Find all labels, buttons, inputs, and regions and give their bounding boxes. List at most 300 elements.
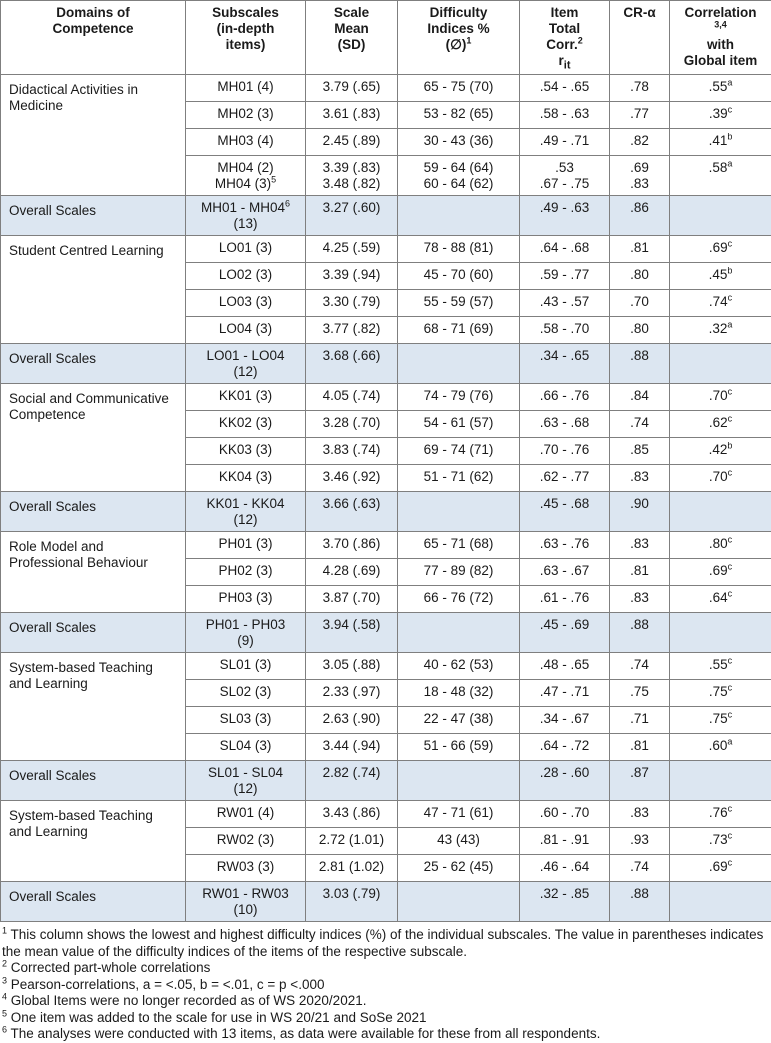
item-total-cell (520, 129, 610, 156)
correlation-cell-sup: c (728, 535, 733, 545)
subscale-cell (186, 465, 306, 492)
overall-subscale-cell (186, 761, 306, 801)
cr-cell (610, 680, 670, 707)
overall-subscale-count: (12) (233, 781, 257, 796)
correlation-cell-sup: c (728, 562, 733, 572)
difficulty-cell (398, 384, 520, 411)
overall-subscale-text: RW01 - RW03 (202, 886, 289, 901)
overall-subscale-text: PH01 - PH03 (206, 617, 286, 632)
mean-cell-text: 3.46 (.92) (323, 469, 381, 484)
overall-cr-cell (610, 882, 670, 922)
mean-cell-text: 3.70 (.86) (323, 536, 381, 551)
subscale-cell (186, 102, 306, 129)
footnote-mark: 2 (2, 959, 7, 969)
overall-cr-cell (610, 613, 670, 653)
item-total-cell (520, 828, 610, 855)
cr-cell (610, 75, 670, 102)
mean-cell-text: 2.72 (1.01) (319, 832, 384, 847)
correlation-cell-text: .45 (709, 267, 728, 282)
correlation-cell-text: .70 (709, 469, 728, 484)
difficulty-cell (398, 653, 520, 680)
cr-cell (610, 653, 670, 680)
overall-label: Overall Scales (1, 492, 186, 532)
overall-mean-cell (306, 344, 398, 384)
overall-mean-cell (306, 613, 398, 653)
mean-cell-text: 3.30 (.79) (323, 294, 381, 309)
mean-cell (306, 263, 398, 290)
subscale-cell (186, 734, 306, 761)
header-domain: Domains of Competence (1, 1, 186, 75)
mean-cell-text: 2.81 (1.02) (319, 859, 384, 874)
subscale-cell-text: PH03 (3) (218, 590, 272, 605)
cr-cell-text: .71 (630, 711, 649, 726)
item-total-cell (520, 438, 610, 465)
overall-label: Overall Scales (1, 761, 186, 801)
overall-row (1, 882, 771, 922)
overall-correlation-cell (670, 761, 771, 801)
correlation-cell (670, 438, 771, 465)
mean-cell-text: 3.39 (.94) (323, 267, 381, 282)
overall-mean-cell (306, 492, 398, 532)
overall-subscale-cell (186, 196, 306, 236)
overall-cr-cell-text: .87 (630, 765, 649, 780)
correlation-cell (670, 384, 771, 411)
overall-mean-cell-text: 3.66 (.63) (323, 496, 381, 511)
correlation-cell-sup: c (728, 105, 733, 115)
mean-cell (306, 801, 398, 828)
overall-difficulty-cell (398, 882, 520, 922)
overall-correlation-cell (670, 196, 771, 236)
correlation-cell (670, 801, 771, 828)
cr-cell-text: .85 (630, 442, 649, 457)
item-total-cell (520, 317, 610, 344)
footnote (2, 927, 769, 960)
subscale-cell (186, 411, 306, 438)
cr-cell-text: .80 (630, 321, 649, 336)
difficulty-cell-text: 65 - 71 (68) (424, 536, 494, 551)
difficulty-cell-text: 60 - 64 (62) (424, 176, 494, 191)
subscale-cell (186, 129, 306, 156)
subscale-cell (186, 828, 306, 855)
footnote (2, 1010, 769, 1027)
item-total-cell-text: .60 - .70 (540, 805, 590, 820)
difficulty-cell (398, 586, 520, 613)
item-total-cell-text: .53 (555, 160, 574, 175)
cr-cell-text: .74 (630, 859, 649, 874)
item-total-cell (520, 290, 610, 317)
mean-cell-text: 2.63 (.90) (323, 711, 381, 726)
difficulty-cell (398, 129, 520, 156)
mean-cell-text: 3.43 (.86) (323, 805, 381, 820)
subscale-cell-text: MH02 (3) (217, 106, 273, 121)
header-row (1, 1, 771, 75)
overall-cr-cell-text: .88 (630, 348, 649, 363)
overall-subscale-cell (186, 882, 306, 922)
overall-correlation-cell (670, 882, 771, 922)
mean-cell (306, 129, 398, 156)
cr-cell (610, 317, 670, 344)
item-total-cell-text: .81 - .91 (540, 832, 590, 847)
domain-cell: Didactical Activities in Medicine (1, 75, 186, 196)
difficulty-cell (398, 263, 520, 290)
mean-cell (306, 102, 398, 129)
mean-cell-text: 2.33 (.97) (323, 684, 381, 699)
subscale-cell-sup: 5 (271, 175, 276, 185)
overall-subscale-cell (186, 492, 306, 532)
cr-cell (610, 411, 670, 438)
overall-item-total-cell (520, 882, 610, 922)
cr-cell (610, 586, 670, 613)
overall-difficulty-cell (398, 492, 520, 532)
overall-correlation-cell (670, 492, 771, 532)
subscale-cell (186, 156, 306, 196)
subscale-cell-text: LO01 (3) (219, 240, 272, 255)
mean-cell-text: 3.05 (.88) (323, 657, 381, 672)
item-total-cell-text: .48 - .65 (540, 657, 590, 672)
correlation-cell-text: .64 (709, 590, 728, 605)
difficulty-cell (398, 317, 520, 344)
overall-mean-cell-text: 2.82 (.74) (323, 765, 381, 780)
cr-cell-text: .74 (630, 415, 649, 430)
difficulty-cell (398, 438, 520, 465)
correlation-cell-sup: c (728, 656, 733, 666)
subscale-cell-text: MH01 (4) (217, 79, 273, 94)
difficulty-cell-text: 55 - 59 (57) (424, 294, 494, 309)
footnote-text: Corrected part-whole correlations (7, 960, 210, 975)
item-total-cell-text: .63 - .67 (540, 563, 590, 578)
overall-mean-cell (306, 196, 398, 236)
correlation-cell-text: .55 (709, 79, 728, 94)
difficulty-cell (398, 855, 520, 882)
correlation-cell-sup: a (727, 78, 732, 88)
mean-cell (306, 438, 398, 465)
overall-subscale-sup: 6 (285, 199, 290, 209)
cr-cell-text: .83 (630, 176, 649, 191)
difficulty-cell-text: 51 - 71 (62) (424, 469, 494, 484)
cr-cell-text: .70 (630, 294, 649, 309)
mean-cell (306, 855, 398, 882)
cr-cell (610, 156, 670, 196)
correlation-cell-sup: c (728, 683, 733, 693)
difficulty-cell-text: 30 - 43 (36) (424, 133, 494, 148)
cr-cell-text: .80 (630, 267, 649, 282)
cr-cell-text: .83 (630, 590, 649, 605)
difficulty-cell-text: 59 - 64 (64) (424, 160, 494, 175)
item-total-cell-text: .34 - .67 (540, 711, 590, 726)
item-total-cell (520, 653, 610, 680)
item-total-cell-text: .64 - .68 (540, 240, 590, 255)
subscale-cell-text: PH02 (3) (218, 563, 272, 578)
subscale-cell (186, 236, 306, 263)
correlation-cell-sup: c (728, 387, 733, 397)
cr-cell-text: .93 (630, 832, 649, 847)
domain-cell: Student Centred Learning (1, 236, 186, 344)
correlation-cell (670, 317, 771, 344)
subscale-cell (186, 263, 306, 290)
cr-cell-text: .83 (630, 805, 649, 820)
item-total-cell (520, 411, 610, 438)
item-total-cell-text: .47 - .71 (540, 684, 590, 699)
difficulty-cell-text: 78 - 88 (81) (424, 240, 494, 255)
mean-cell-text: 3.39 (.83) (323, 160, 381, 175)
correlation-cell (670, 653, 771, 680)
footnote (2, 960, 769, 977)
correlation-cell (670, 411, 771, 438)
item-total-cell-text: .66 - .76 (540, 388, 590, 403)
overall-item-total-cell-text: .45 - .68 (540, 496, 590, 511)
header-cr: CR-α (610, 1, 670, 75)
overall-difficulty-cell (398, 196, 520, 236)
overall-item-total-cell-text: .34 - .65 (540, 348, 590, 363)
difficulty-cell (398, 465, 520, 492)
overall-item-total-cell-text: .49 - .63 (540, 200, 590, 215)
overall-mean-cell-text: 3.68 (.66) (323, 348, 381, 363)
difficulty-cell-text: 68 - 71 (69) (424, 321, 494, 336)
cr-cell (610, 801, 670, 828)
overall-item-total-cell-text: .45 - .69 (540, 617, 590, 632)
overall-subscale-text: KK01 - KK04 (206, 496, 284, 511)
subscale-cell (186, 532, 306, 559)
correlation-cell (670, 290, 771, 317)
header-mean: Scale Mean (SD) (306, 1, 398, 75)
mean-cell-text: 2.45 (.89) (323, 133, 381, 148)
overall-cr-cell-text: .88 (630, 617, 649, 632)
cr-cell-text: .78 (630, 79, 649, 94)
cr-cell (610, 290, 670, 317)
correlation-cell (670, 734, 771, 761)
correlation-cell-text: .39 (709, 106, 728, 121)
subscale-cell-text: KK03 (3) (219, 442, 272, 457)
header-correlation: Correlation $^{3,4}$ with Global item (670, 1, 771, 75)
overall-subscale-count: (12) (233, 512, 257, 527)
difficulty-cell-text: 54 - 61 (57) (424, 415, 494, 430)
subscale-cell-text: SL02 (3) (220, 684, 272, 699)
difficulty-cell (398, 532, 520, 559)
overall-row (1, 761, 771, 801)
mean-cell (306, 75, 398, 102)
correlation-cell (670, 680, 771, 707)
overall-row (1, 196, 771, 236)
correlation-cell-text: .69 (709, 563, 728, 578)
difficulty-cell-text: 40 - 62 (53) (424, 657, 494, 672)
correlation-cell-text: .75 (709, 684, 728, 699)
correlation-cell-text: .58 (709, 160, 728, 175)
mean-cell-text: 4.05 (.74) (323, 388, 381, 403)
correlation-cell (670, 532, 771, 559)
overall-cr-cell-text: .90 (630, 496, 649, 511)
difficulty-cell-text: 25 - 62 (45) (424, 859, 494, 874)
difficulty-cell-text: 47 - 71 (61) (424, 805, 494, 820)
correlation-cell-text: .69 (709, 240, 728, 255)
footnote-text: Pearson-correlations, a = <.05, b = <.01, c = p <.000 (7, 977, 324, 992)
difficulty-cell-text: 18 - 48 (32) (424, 684, 494, 699)
table-row (1, 532, 771, 559)
footnote (2, 1026, 769, 1043)
correlation-cell (670, 559, 771, 586)
mean-cell (306, 236, 398, 263)
mean-cell-text: 3.61 (.83) (323, 106, 381, 121)
item-total-cell (520, 263, 610, 290)
subscale-cell-text: LO02 (3) (219, 267, 272, 282)
subscale-cell (186, 653, 306, 680)
mean-cell-text: 3.79 (.65) (323, 79, 381, 94)
footnote-mark: 3 (2, 975, 7, 985)
mean-cell (306, 532, 398, 559)
cr-cell (610, 707, 670, 734)
correlation-cell-text: .75 (709, 711, 728, 726)
correlation-cell-sup: c (728, 858, 733, 868)
item-total-cell-text: .58 - .70 (540, 321, 590, 336)
difficulty-cell (398, 411, 520, 438)
subscale-cell-text: LO04 (3) (219, 321, 272, 336)
subscale-cell-text: RW01 (4) (217, 805, 275, 820)
footnote-text: One item was added to the scale for use in WS 20/21 and SoSe 2021 (7, 1010, 427, 1025)
footnote (2, 993, 769, 1010)
overall-subscale-cell (186, 613, 306, 653)
cr-cell (610, 236, 670, 263)
correlation-cell-sup: a (727, 320, 732, 330)
subscale-cell-text: RW02 (3) (217, 832, 275, 847)
overall-cr-cell (610, 196, 670, 236)
item-total-cell (520, 707, 610, 734)
difficulty-cell (398, 102, 520, 129)
correlation-cell (670, 156, 771, 196)
overall-item-total-cell (520, 196, 610, 236)
difficulty-cell (398, 156, 520, 196)
item-total-cell (520, 734, 610, 761)
mean-cell (306, 653, 398, 680)
difficulty-cell-text: 66 - 76 (72) (424, 590, 494, 605)
mean-cell-text: 4.28 (.69) (323, 563, 381, 578)
item-total-cell-text: .67 - .75 (540, 176, 590, 191)
overall-subscale-text: LO01 - LO04 (206, 348, 284, 363)
cr-cell (610, 828, 670, 855)
table-row (1, 384, 771, 411)
difficulty-cell-text: 77 - 89 (82) (424, 563, 494, 578)
table-body (1, 75, 771, 922)
cr-cell (610, 263, 670, 290)
mean-cell (306, 384, 398, 411)
mean-cell-text: 3.44 (.94) (323, 738, 381, 753)
cr-cell-text: .83 (630, 536, 649, 551)
difficulty-cell (398, 559, 520, 586)
mean-cell (306, 411, 398, 438)
subscale-cell-text: LO03 (3) (219, 294, 272, 309)
cr-cell-text: .82 (630, 133, 649, 148)
subscale-cell (186, 801, 306, 828)
correlation-cell (670, 465, 771, 492)
footnote-mark: 1 (2, 926, 7, 936)
overall-mean-cell (306, 882, 398, 922)
cr-cell-text: .74 (630, 657, 649, 672)
difficulty-cell (398, 290, 520, 317)
overall-mean-cell (306, 761, 398, 801)
table-row (1, 801, 771, 828)
item-total-cell (520, 855, 610, 882)
subscale-cell (186, 438, 306, 465)
mean-cell (306, 828, 398, 855)
item-total-cell (520, 384, 610, 411)
mean-cell (306, 707, 398, 734)
overall-correlation-cell (670, 613, 771, 653)
subscale-cell-text: MH04 (2) (217, 160, 273, 175)
correlation-cell-sup: a (727, 737, 732, 747)
mean-cell-text: 3.48 (.82) (323, 176, 381, 191)
overall-label: Overall Scales (1, 613, 186, 653)
footnote-mark: 4 (2, 992, 7, 1002)
cr-cell (610, 438, 670, 465)
domain-cell: System-based Teaching and Learning (1, 653, 186, 761)
mean-cell-text: 3.87 (.70) (323, 590, 381, 605)
overall-subscale-cell (186, 344, 306, 384)
mean-cell (306, 290, 398, 317)
correlation-cell-text: .73 (709, 832, 728, 847)
overall-item-total-cell (520, 344, 610, 384)
correlation-cell-text: .76 (709, 805, 728, 820)
correlation-cell-sup: c (728, 293, 733, 303)
mean-cell-text: 3.77 (.82) (323, 321, 381, 336)
subscale-cell (186, 290, 306, 317)
item-total-cell (520, 801, 610, 828)
overall-label: Overall Scales (1, 196, 186, 236)
cr-cell (610, 855, 670, 882)
subscale-cell-text: MH04 (3) (215, 176, 271, 191)
correlation-cell (670, 102, 771, 129)
footnote-mark: 5 (2, 1008, 7, 1018)
cr-cell-text: .75 (630, 684, 649, 699)
difficulty-cell (398, 236, 520, 263)
table-row (1, 236, 771, 263)
item-total-cell-text: .43 - .57 (540, 294, 590, 309)
correlation-cell (670, 75, 771, 102)
overall-cr-cell (610, 344, 670, 384)
mean-cell-text: 3.28 (.70) (323, 415, 381, 430)
item-total-cell-text: .54 - .65 (540, 79, 590, 94)
correlation-cell-sup: c (728, 589, 733, 599)
correlation-cell-text: .55 (709, 657, 728, 672)
item-total-cell-text: .62 - .77 (540, 469, 590, 484)
correlation-cell-sup: c (728, 710, 733, 720)
footnote-text: This column shows the lowest and highest difficulty indices (%) of the individual subscales. The value in parentheses indicates the mean value of the difficulty indices of the items of the respective subscale. (2, 927, 763, 959)
cr-cell (610, 465, 670, 492)
subscale-cell-text: PH01 (3) (218, 536, 272, 551)
overall-cr-cell-text: .88 (630, 886, 649, 901)
item-total-cell-text: .58 - .63 (540, 106, 590, 121)
item-total-cell (520, 559, 610, 586)
correlation-cell-text: .60 (709, 738, 728, 753)
cr-cell-text: .84 (630, 388, 649, 403)
correlation-cell (670, 586, 771, 613)
correlation-cell-sup: c (728, 804, 733, 814)
item-total-cell (520, 102, 610, 129)
overall-item-total-cell (520, 492, 610, 532)
cr-cell (610, 532, 670, 559)
item-total-cell-text: .70 - .76 (540, 442, 590, 457)
domain-cell: System-based Teaching and Learning (1, 801, 186, 882)
overall-mean-cell-text: 3.27 (.60) (323, 200, 381, 215)
item-total-cell (520, 236, 610, 263)
mean-cell (306, 156, 398, 196)
difficulty-cell-text: 65 - 75 (70) (424, 79, 494, 94)
difficulty-cell-text: 45 - 70 (60) (424, 267, 494, 282)
correlation-cell (670, 129, 771, 156)
cr-cell-text: .83 (630, 469, 649, 484)
overall-mean-cell-text: 3.03 (.79) (323, 886, 381, 901)
cr-cell (610, 102, 670, 129)
difficulty-cell-text: 51 - 66 (59) (424, 738, 494, 753)
mean-cell (306, 734, 398, 761)
overall-difficulty-cell (398, 761, 520, 801)
